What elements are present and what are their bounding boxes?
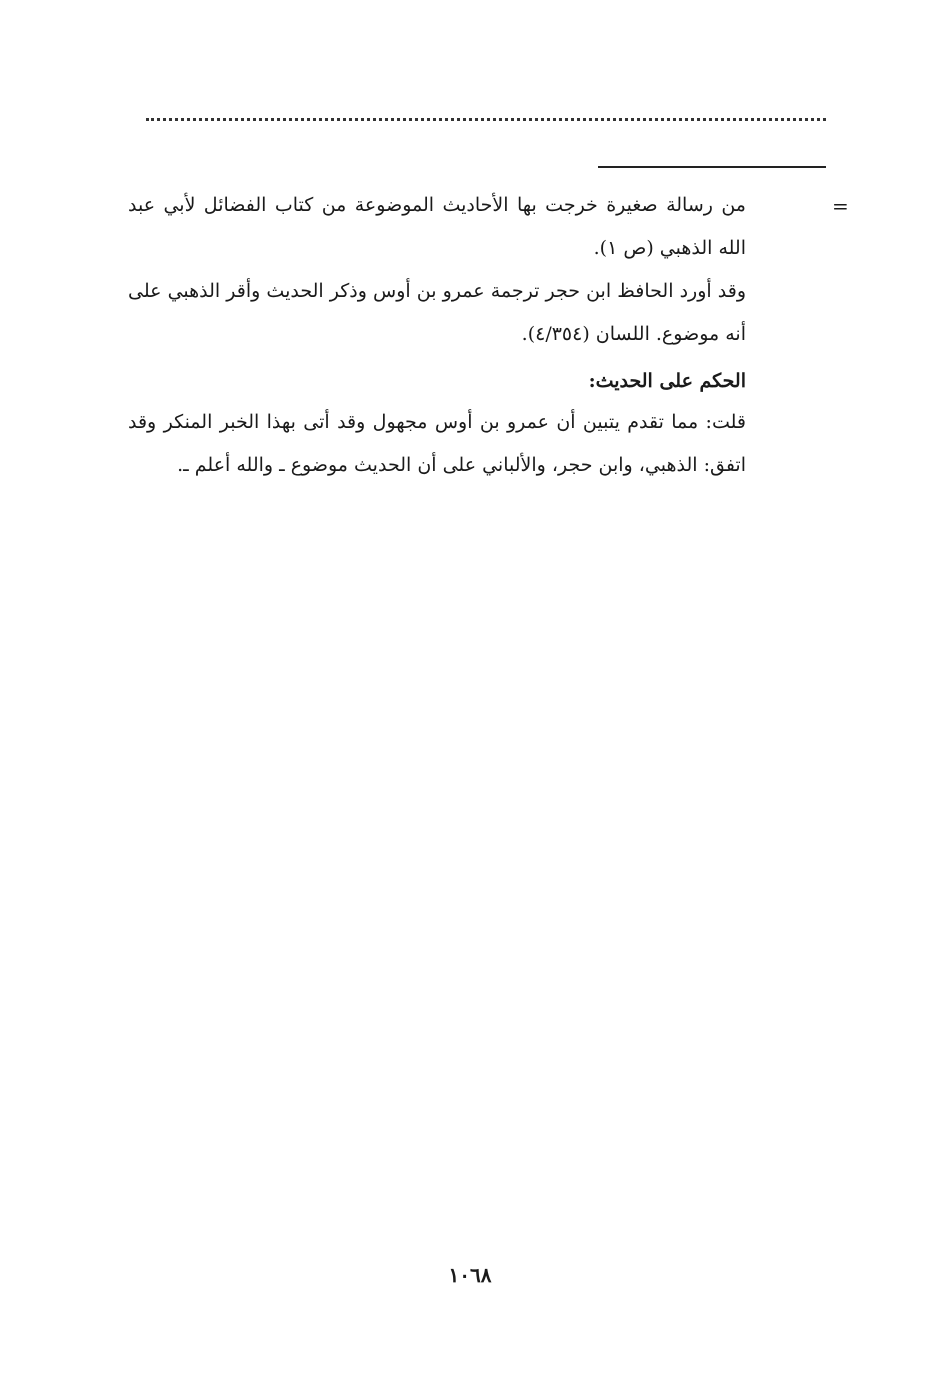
footnote-paragraph-source: من رسالة صغيرة خرجت بها الأحاديث الموضوعة من كتاب الفضائل لأبي عبد الله الذهبي (ص ١). [128,194,746,259]
section-heading-ruling: الحكم على الحديث: [588,370,746,392]
page-number: ١٠٦٨ [448,1263,492,1287]
continuation-mark: = [832,194,849,218]
footnote-separator-line [598,166,826,168]
footnote-paragraph-ibn-hajar: وقد أورد الحافظ ابن حجر ترجمة عمرو بن أوس وذكر الحديث وأقر الذهبي على أنه موضوع. اللسان (٤/٣٥٤). [128,280,746,345]
footnote-text-block [128,184,746,487]
footnote-paragraph-ruling: قلت: مما تقدم يتبين أن عمرو بن أوس مجهول وقد أتى بهذا الخبر المنكر وقد اتفق: الذهبي، وابن حجر، والألباني على أن الحديث موضوع ـ والله أعلم ـ. [128,411,746,476]
dotted-separator [146,118,826,121]
